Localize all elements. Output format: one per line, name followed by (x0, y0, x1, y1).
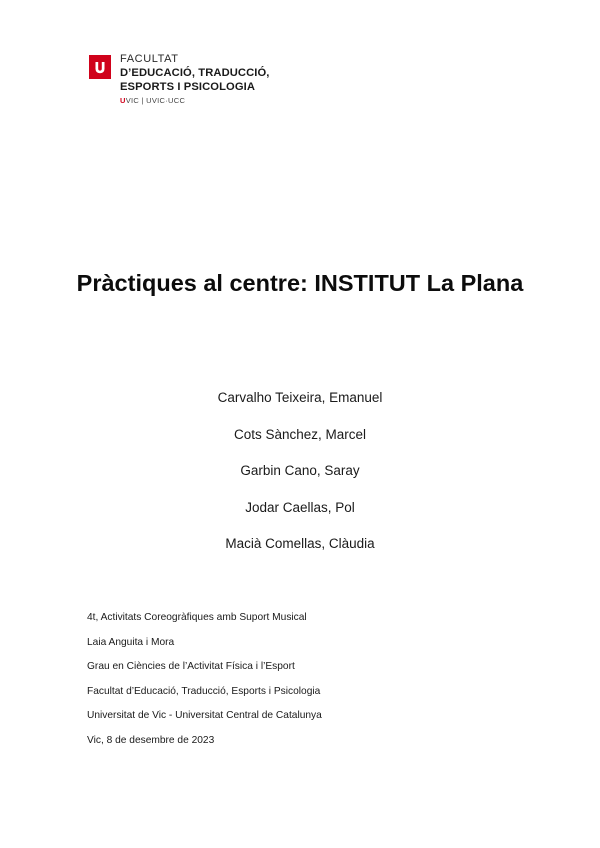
logo-sub-u: U (120, 96, 126, 105)
author-list (100, 389, 500, 572)
course-line: 4t, Activitats Coreogràfiques amb Suport Musical (87, 612, 307, 623)
logo-line-faculty: FACULTAT (120, 53, 179, 65)
faculty-line: Facultat d’Educació, Traducció, Esports i Psicologia (87, 685, 321, 697)
author-name: Garbin Cano, Saray (240, 463, 360, 479)
author-name: Cots Sànchez, Marcel (233, 426, 367, 442)
teacher-line: Laia Anguita i Mora (87, 636, 175, 648)
document-info (87, 611, 507, 759)
author-name: Jodar Caellas, Pol (245, 499, 355, 515)
logo-subline (120, 96, 270, 106)
degree-line: Grau en Ciències de l’Activitat Física i l’Esport (87, 661, 295, 673)
logo-text (120, 53, 270, 106)
author-name: Carvalho Teixeira, Emanuel (217, 390, 383, 405)
document-title: Pràctiques al centre: INSTITUT La Plana (76, 270, 524, 296)
uvic-u-icon (89, 55, 111, 79)
date-line: Vic, 8 de desembre de 2023 (87, 734, 215, 746)
logo-line-sports: ESPORTS I PSICOLOGIA (120, 81, 256, 93)
logo-line-education: D’EDUCACIÓ, TRADUCCIÓ, (120, 67, 270, 79)
author-name: Macià Comellas, Clàudia (225, 536, 375, 552)
logo-sub-rest: VIC | UVIC·UCC (125, 96, 186, 105)
university-line: Universitat de Vic - Universitat Central de Catalunya (87, 710, 322, 722)
faculty-logo (89, 53, 299, 115)
